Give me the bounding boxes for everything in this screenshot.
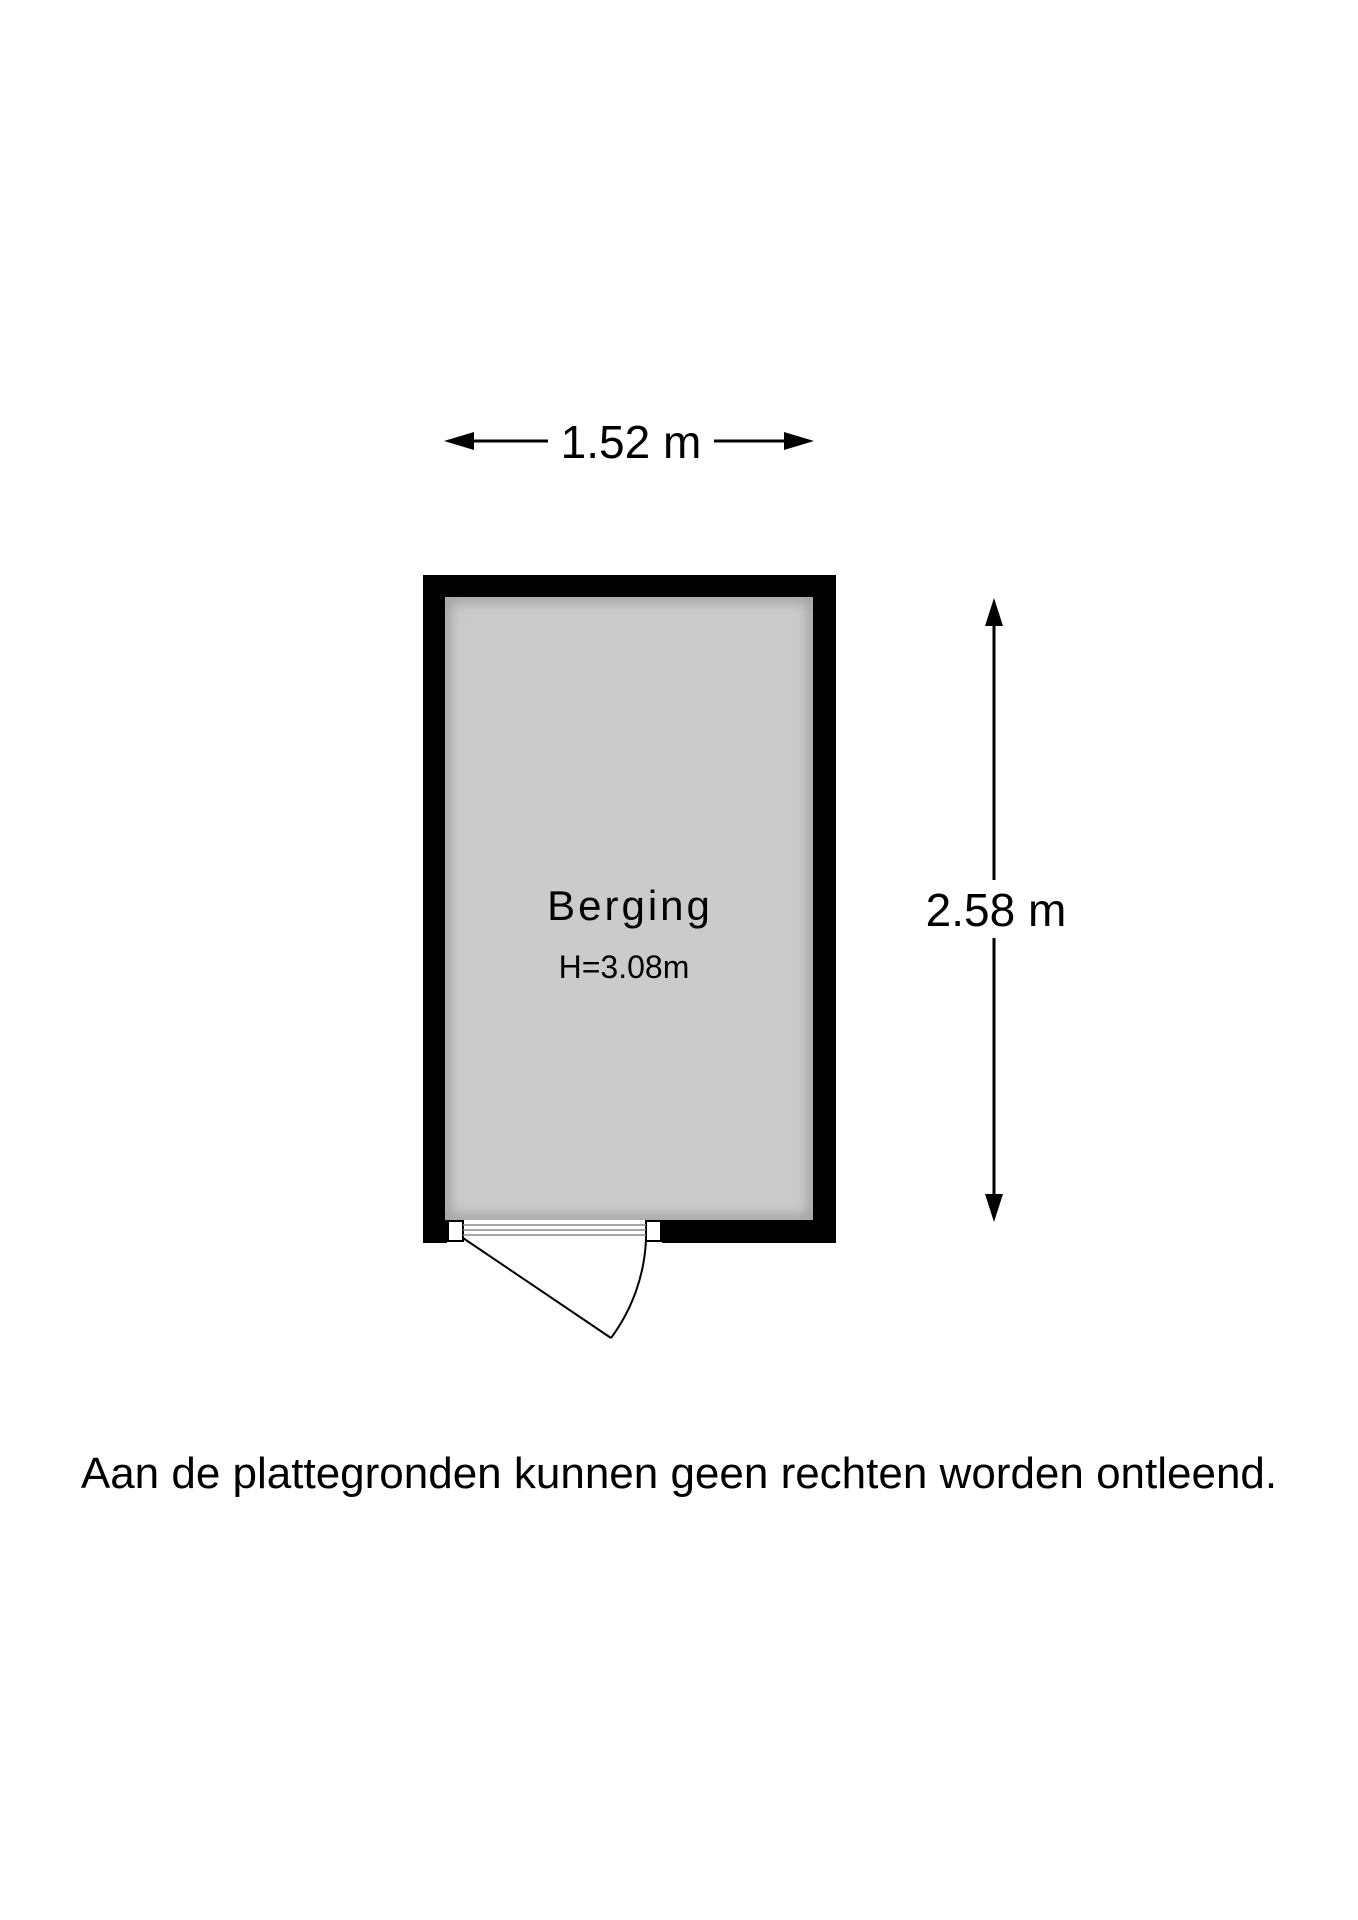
door-swing-arc bbox=[611, 1240, 646, 1338]
width-arrow-head-left bbox=[444, 432, 474, 450]
depth-label: 2.58 m bbox=[925, 884, 1067, 936]
width-dimension bbox=[444, 416, 814, 468]
door-jamb-right bbox=[646, 1221, 661, 1241]
door-jamb-left bbox=[448, 1221, 463, 1241]
door-leaf bbox=[463, 1238, 611, 1338]
door-opening bbox=[447, 1220, 662, 1244]
room-name: Berging bbox=[547, 882, 713, 929]
depth-arrow-head-top bbox=[985, 598, 1003, 626]
width-label: 1.52 m bbox=[560, 416, 702, 468]
disclaimer: Aan de plattegronden kunnen geen rechten worden ontleend. bbox=[80, 1449, 1278, 1498]
width-arrow-head-right bbox=[784, 432, 814, 450]
room-berging bbox=[423, 575, 836, 1338]
depth-arrow-head-bottom bbox=[985, 1194, 1003, 1222]
room-height: H=3.08m bbox=[558, 949, 690, 985]
depth-dimension bbox=[920, 598, 1068, 1222]
